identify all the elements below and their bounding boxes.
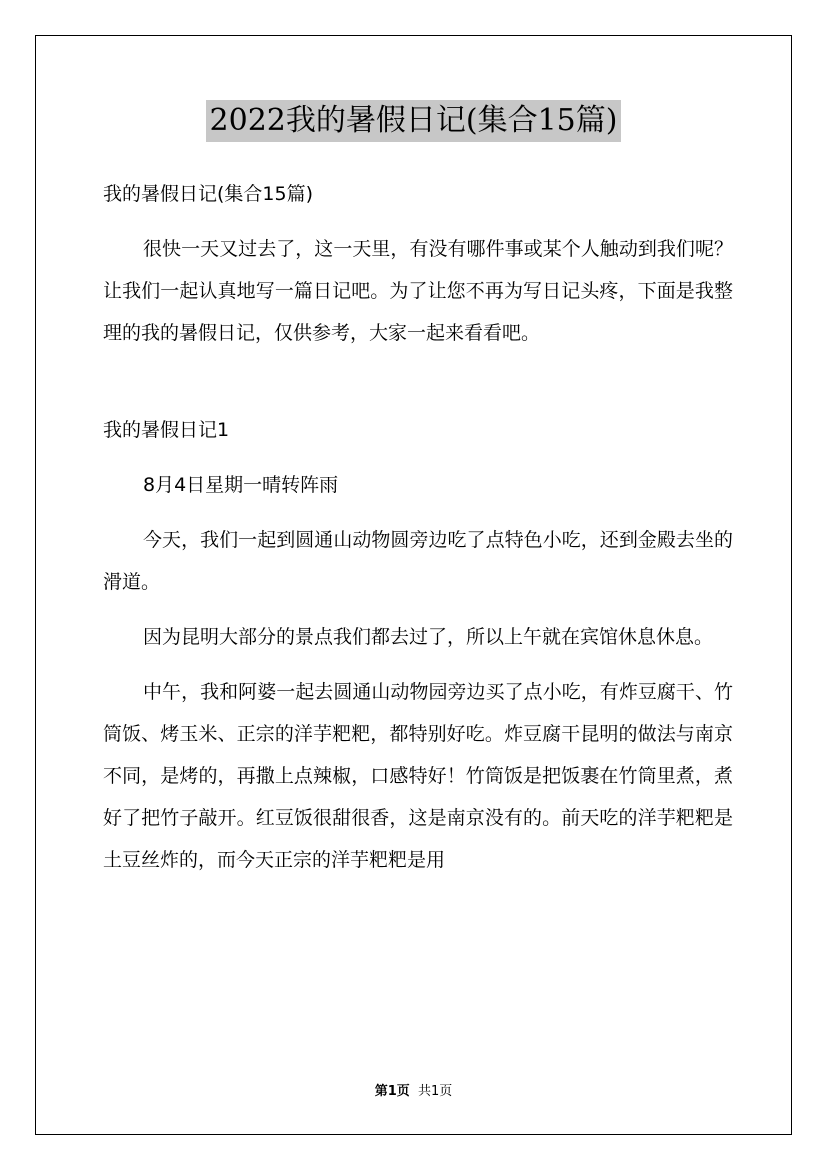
document-subtitle: 我的暑假日记(集合15篇) xyxy=(103,183,314,205)
body-paragraph: 今天，我们一起到圆通山动物圆旁边吃了点特色小吃，还到金殿去坐的滑道。 xyxy=(103,529,733,593)
document-body xyxy=(103,173,733,881)
body-paragraph: 中午，我和阿婆一起去圆通山动物园旁边买了点小吃，有炸豆腐干、竹筒饭、烤玉米、正宗的洋芋粑粑，都特别好吃。炸豆腐干昆明的做法与南京不同，是烤的，再撒上点辣椒，口感特好！竹筒饭是把饭裹在竹筒里煮，煮好了把竹子敲开。红豆饭很甜很香，这是南京没有的。前天吃的洋芋粑粑是土豆丝炸的，而今天正宗的洋芋粑粑是用 xyxy=(103,681,733,871)
document-title: 2022我的暑假日记(集合15篇) xyxy=(206,100,622,142)
title-container xyxy=(0,100,827,142)
entry-date: 8月4日星期一晴转阵雨 xyxy=(143,474,339,496)
intro-paragraph: 很快一天又过去了，这一天里，有没有哪件事或某个人触动到我们呢？让我们一起认真地写一篇日记吧。为了让您不再为写日记头疼，下面是我整理的我的暑假日记，仅供参考，大家一起来看看吧。 xyxy=(103,238,733,344)
entry-heading: 我的暑假日记1 xyxy=(103,419,230,441)
page-number: 第1页 xyxy=(374,1084,410,1099)
body-paragraph: 因为昆明大部分的景点我们都去过了，所以上午就在宾馆休息休息。 xyxy=(143,626,714,648)
page-footer xyxy=(0,1080,827,1099)
page-total: 共1页 xyxy=(418,1084,453,1099)
